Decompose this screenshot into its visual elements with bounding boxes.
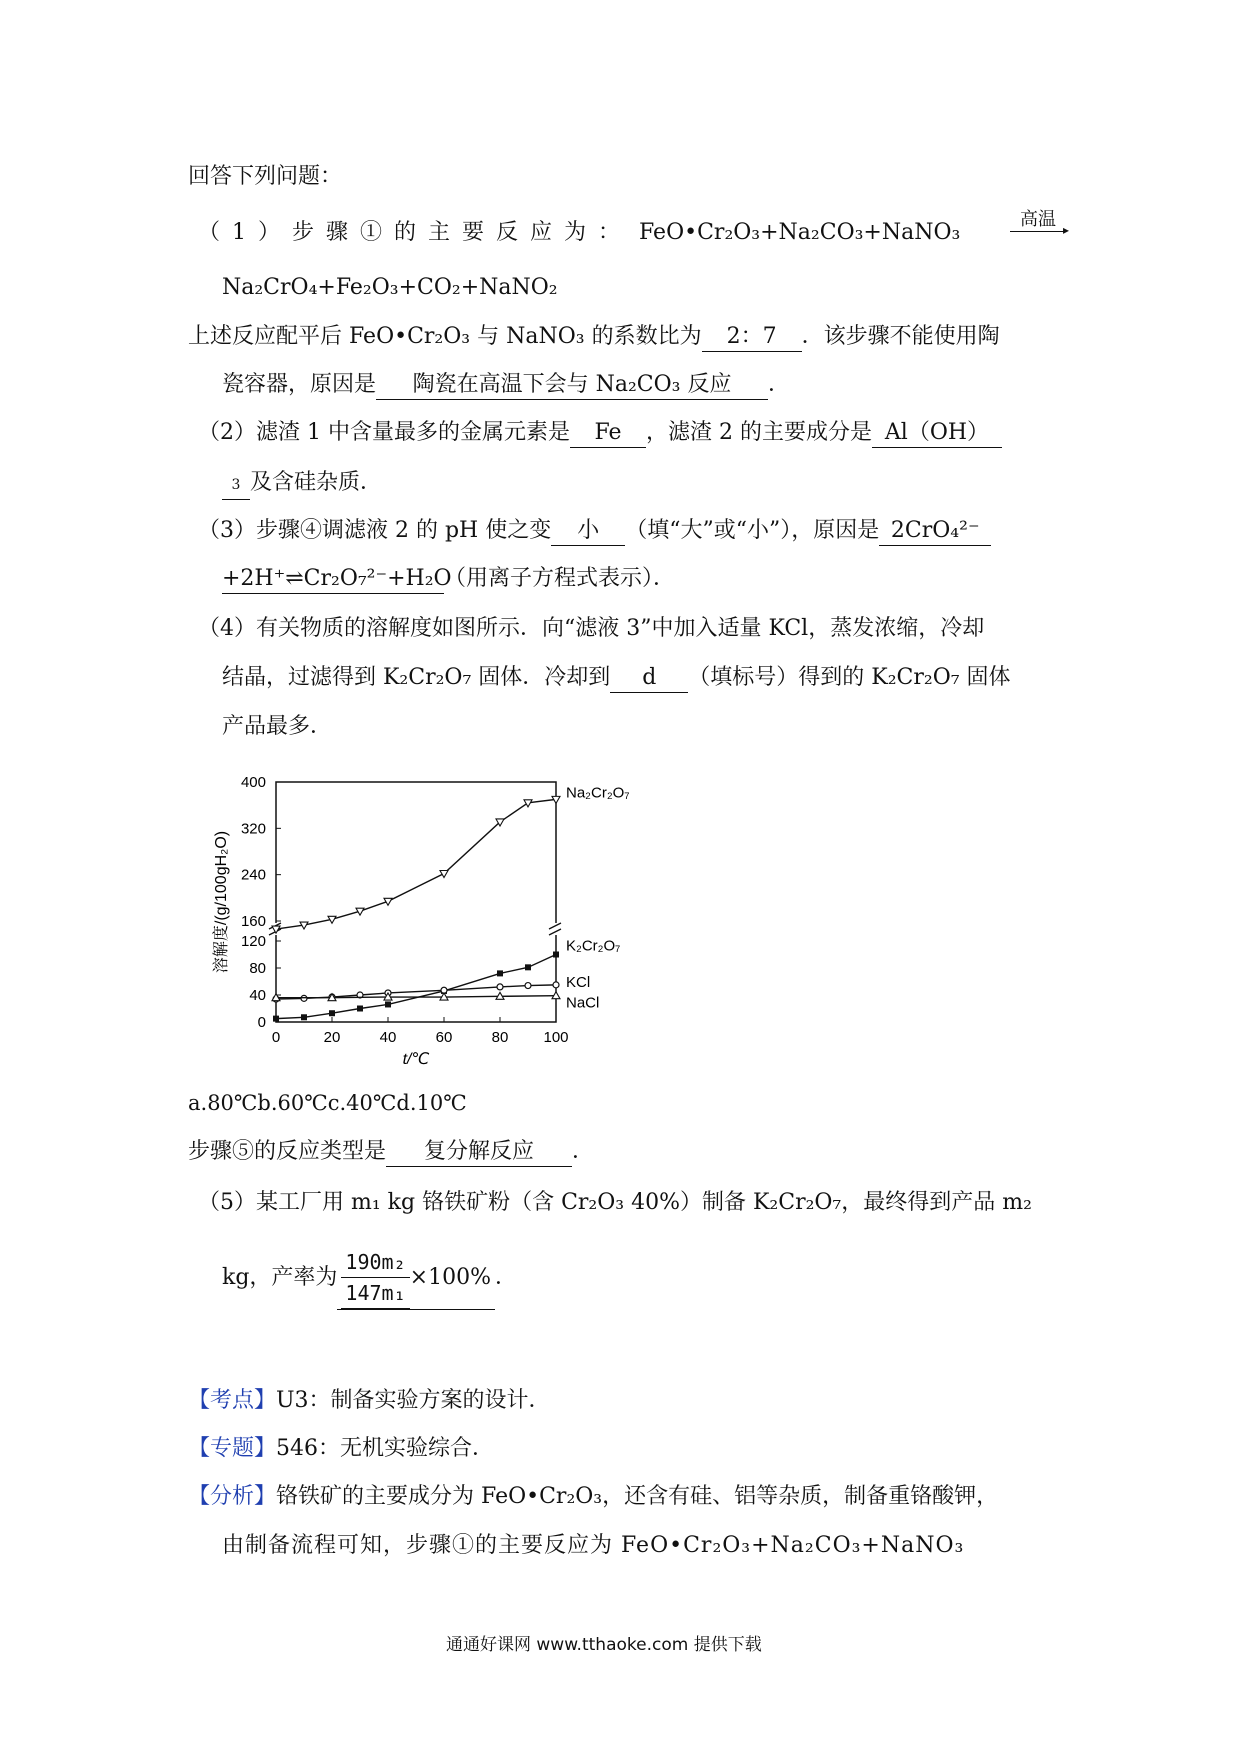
series-label: KCl bbox=[566, 973, 591, 991]
q4-options: a.80℃b.60℃c.40℃d.10℃ bbox=[188, 1091, 467, 1115]
kaodian-text: U3：制备实验方案的设计． bbox=[276, 1388, 551, 1413]
x-tick-label: 40 bbox=[379, 1029, 397, 1046]
y-axis-label: 溶解度/(g/100gH₂O) bbox=[213, 830, 230, 974]
q1-condition: 高温 bbox=[1020, 209, 1056, 230]
y-tick-label: 400 bbox=[240, 774, 266, 791]
data-point bbox=[329, 1010, 335, 1016]
data-point bbox=[273, 1016, 279, 1022]
data-point bbox=[301, 1014, 307, 1020]
fraction-numerator: 190m₂ bbox=[341, 1247, 409, 1278]
data-point bbox=[440, 871, 448, 878]
q1-products: Na₂CrO₄+Fe₂O₃+CO₂+NaNO₂ bbox=[222, 275, 558, 300]
q4-line2 bbox=[222, 663, 1011, 693]
q2-line2 bbox=[222, 468, 382, 500]
q1-condition-arrow bbox=[1010, 209, 1069, 237]
q4-text: 结晶，过滤得到 K₂Cr₂O₇ 固体．冷却到 bbox=[222, 665, 611, 690]
q5-line1: （5）某工厂用 m₁ kg 铬铁矿粉（含 Cr₂O₃ 40%）制备 K₂Cr₂O₇，最终得到产品 m₂ bbox=[198, 1190, 1032, 1215]
intro: 回答下列问题： bbox=[188, 164, 343, 189]
q5-line2 bbox=[222, 1238, 517, 1318]
q1-line1 bbox=[198, 218, 960, 248]
fraction-denominator: 147m₁ bbox=[341, 1278, 409, 1309]
answer-residue: Al（OH） bbox=[872, 419, 1002, 448]
q2-mid: ，滤渣 2 的主要成分是 bbox=[645, 420, 872, 445]
zhuanti-tag: 【专题】 bbox=[188, 1436, 277, 1461]
q5-post: ． bbox=[494, 1265, 517, 1290]
series-line bbox=[276, 996, 556, 998]
fenxi-tag: 【分析】 bbox=[188, 1484, 277, 1509]
q3-text: （3）步骤④调滤液 2 的 pH 使之变 bbox=[198, 518, 552, 543]
q3-mid: （填“大”或“小”），原因是 bbox=[625, 518, 880, 543]
kaodian-tag: 【考点】 bbox=[188, 1388, 277, 1413]
y-tick-label: 80 bbox=[249, 960, 266, 977]
yield-fraction bbox=[341, 1247, 409, 1309]
fenxi-text: 铬铁矿的主要成分为 FeO•Cr₂O₃，还含有硅、铝等杂质，制备重铬酸钾， bbox=[276, 1484, 999, 1509]
y-tick-label: 40 bbox=[249, 987, 266, 1004]
q1-line4 bbox=[222, 370, 790, 400]
answer-temp: d bbox=[610, 664, 688, 693]
q3-post: （用离子方程式表示）． bbox=[444, 566, 676, 591]
answer-type: 复分解反应 bbox=[386, 1138, 572, 1167]
zhuanti-text: 546：无机实验综合． bbox=[276, 1436, 495, 1461]
x-tick-label: 80 bbox=[491, 1029, 509, 1046]
x-tick-label: 20 bbox=[323, 1029, 341, 1046]
data-point bbox=[525, 964, 531, 970]
series-label: NaCl bbox=[566, 994, 600, 1012]
fenxi-line2: 由制备流程可知，步骤①的主要反应为 FeO•Cr₂O₃+Na₂CO₃+NaNO₃ bbox=[222, 1533, 965, 1558]
answer-eq1: 2CrO₄²⁻ bbox=[879, 517, 991, 546]
x-tick-label: 100 bbox=[543, 1029, 569, 1046]
data-point bbox=[553, 982, 559, 988]
q4-post: （填标号）得到的 K₂Cr₂O₇ 固体 bbox=[688, 665, 1011, 690]
answer-eq2: +2H⁺⇌Cr₂O₇²⁻+H₂O bbox=[222, 565, 444, 594]
series-label: K₂Cr₂O₇ bbox=[566, 937, 621, 955]
q1-ratio-post: ．该步骤不能使用陶 bbox=[801, 324, 1000, 349]
q1-reason-post: ． bbox=[768, 372, 791, 397]
zhuanti-line bbox=[188, 1434, 494, 1464]
kaodian-line bbox=[188, 1386, 551, 1416]
answer-yield bbox=[337, 1247, 495, 1310]
answer-reason: 陶瓷在高温下会与 Na₂CO₃ 反应 bbox=[376, 371, 768, 400]
y-tick-label: 120 bbox=[240, 933, 266, 950]
q2-text: （2）滤渣 1 中含量最多的金属元素是 bbox=[198, 420, 570, 445]
x-axis-label: t/℃ bbox=[402, 1051, 430, 1068]
q4-line5 bbox=[188, 1137, 594, 1167]
q4-type-text: 步骤⑤的反应类型是 bbox=[188, 1139, 387, 1164]
x-tick-label: 60 bbox=[435, 1029, 453, 1046]
q1-reason-text: 瓷容器，原因是 bbox=[222, 372, 377, 397]
q1-line3 bbox=[188, 322, 1000, 352]
answer-change: 小 bbox=[551, 517, 625, 546]
data-point bbox=[385, 1001, 391, 1007]
q1-ratio-text: 上述反应配平后 FeO•Cr₂O₃ 与 NaNO₃ 的系数比为 bbox=[188, 324, 702, 349]
answer-residue-sub: 3 bbox=[222, 471, 250, 500]
data-point bbox=[497, 984, 503, 990]
data-point bbox=[525, 983, 531, 989]
series-line bbox=[276, 799, 556, 929]
y-tick-label: 160 bbox=[240, 913, 266, 930]
q4-line1: （4）有关物质的溶解度如图所示．向“滤液 3”中加入适量 KCl，蒸发浓缩，冷却 bbox=[198, 616, 985, 641]
y-tick-label: 0 bbox=[257, 1014, 266, 1031]
fraction-times: ×100% bbox=[409, 1264, 491, 1290]
q2-post: 及含硅杂质． bbox=[250, 470, 383, 495]
data-point bbox=[357, 1006, 363, 1012]
arrow-icon: ▸ bbox=[1010, 231, 1066, 232]
y-tick-label: 240 bbox=[240, 866, 266, 884]
data-point bbox=[524, 800, 532, 807]
q1-label: （1）步骤①的主要反应为： bbox=[198, 220, 632, 245]
series-label: Na₂Cr₂O₇ bbox=[566, 784, 630, 802]
q2-line1 bbox=[198, 418, 1002, 448]
q4-type-post: ． bbox=[572, 1139, 595, 1164]
fenxi-line1 bbox=[188, 1482, 998, 1512]
q3-line1 bbox=[198, 516, 991, 546]
data-point bbox=[553, 952, 559, 958]
answer-ratio: 2：7 bbox=[702, 323, 802, 352]
y-tick-label: 320 bbox=[240, 820, 266, 838]
footer: 通通好课网 www.tthaoke.com 提供下载 bbox=[446, 1635, 762, 1655]
answer-metal: Fe bbox=[570, 419, 646, 448]
q4-line3: 产品最多． bbox=[222, 714, 333, 739]
q1-reactants: FeO•Cr₂O₃+Na₂CO₃+NaNO₃ bbox=[639, 220, 961, 245]
x-tick-label: 0 bbox=[271, 1029, 281, 1046]
solubility-chart bbox=[190, 760, 660, 1070]
q3-line2 bbox=[222, 564, 675, 594]
q5-text: kg，产率为 bbox=[222, 1265, 338, 1290]
data-point bbox=[497, 970, 503, 976]
